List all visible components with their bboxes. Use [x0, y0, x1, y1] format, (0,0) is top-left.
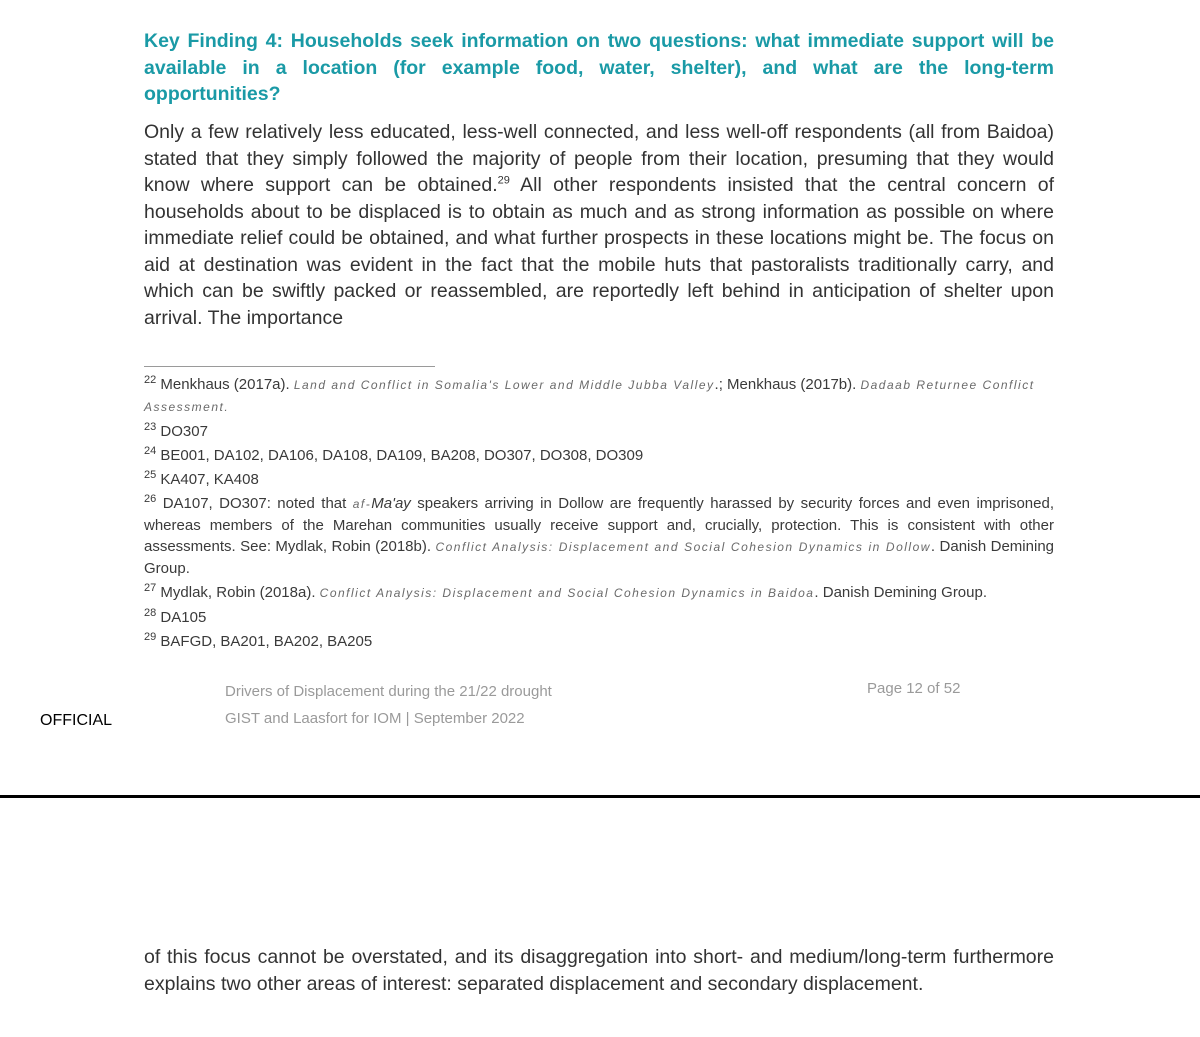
footnote-text: Mydlak, Robin (2018a).: [156, 584, 320, 601]
footnote-text: . Danish Demining Group.: [814, 584, 988, 601]
footnote-number: 25: [144, 469, 157, 481]
footnotes: [144, 374, 1054, 655]
footnote-text: Menkhaus (2017a).: [156, 376, 294, 393]
key-finding-heading: Key Finding 4: Households seek information on two questions: what immediate support will be available in a location (for example food, water, shelter), and what are the long-term opportunities?: [144, 30, 1054, 105]
footnote-number: 29: [144, 631, 157, 643]
footnote-number: 28: [144, 607, 157, 619]
footnote-text: DA105: [156, 609, 207, 626]
footnote-number: 26: [144, 493, 157, 505]
footnote-title: Land and Conflict in Somalia's Lower and Middle Jubba Valley: [293, 378, 715, 392]
footnote-24: [144, 445, 1054, 466]
footnote-text: speakers arriving in Dollow are frequently harassed by security forces and even imprisoned, whereas members of the Marehan communities usually receive support and, crucially, protection. This is consistent with other assessments. See: Mydlak, Robin (2018b).: [144, 495, 1054, 555]
footnote-ref-29[interactable]: 29: [497, 174, 510, 187]
footnote-term: Ma'ay: [371, 495, 411, 512]
footnote-text: . Danish Demining Group.: [144, 538, 1054, 577]
page-footer: [225, 678, 552, 732]
footnote-text: KA407, KA408: [156, 471, 259, 488]
footnote-title: Conflict Analysis: Displacement and Social Cohesion Dynamics in Dollow: [435, 540, 931, 554]
footnote-27: [144, 582, 1054, 604]
footnote-separator: [144, 366, 435, 367]
classification-label: OFFICIAL: [40, 712, 113, 729]
footnote-22: [144, 374, 1054, 418]
footnote-29: [144, 631, 1054, 652]
footnote-title: Dadaab Returnee Conflict Assessment.: [144, 378, 1035, 414]
footnote-26: [144, 493, 1054, 579]
page-break-line: [0, 795, 1200, 798]
footnote-title: Conflict Analysis: Displacement and Social Cohesion Dynamics in Baidoa: [319, 586, 815, 600]
footnote-text: DA107, DO307: noted that: [156, 495, 353, 512]
footnote-term: af-: [352, 497, 372, 511]
footnote-text: .; Menkhaus (2017b).: [714, 376, 861, 393]
footnote-28: [144, 607, 1054, 628]
footer-authors-date: GIST and Laasfort for IOM | September 2022: [225, 710, 525, 727]
footnote-text: BE001, DA102, DA106, DA108, DA109, BA208, DO307, DO308, DO309: [156, 447, 644, 464]
footnote-number: 24: [144, 445, 157, 457]
footnote-number: 27: [144, 582, 157, 594]
footnote-number: 22: [144, 374, 157, 386]
footer-report-title: Drivers of Displacement during the 21/22 drought: [225, 683, 552, 700]
body-paragraph-1-text-a: Only a few relatively less educated, less-well connected, and less well-off respondents (all from Baidoa) stated that they simply followed the majority of people from their location, presuming that they would know where support can be obtained.: [144, 121, 1054, 196]
page-number: Page 12 of 52: [867, 680, 961, 697]
body-paragraph-1: [144, 119, 1054, 331]
body-paragraph-1-text-b: All other respondents insisted that the central concern of households about to be displaced is to obtain as much and as strong information as possible on where immediate relief could be obtained, and what further prospects in these locations might be. The focus on aid at destination was evident in the fact that the mobile huts that pastoralists traditionally carry, and which can be swiftly packed or reassembled, are reportedly left behind in anticipation of shelter upon arrival. The importance: [144, 174, 1054, 329]
footnote-text: DO307: [156, 423, 208, 440]
footnote-25: [144, 469, 1054, 490]
footnote-text: BAFGD, BA201, BA202, BA205: [156, 633, 373, 650]
footnote-number: 23: [144, 421, 157, 433]
footnote-23: [144, 421, 1054, 442]
body-paragraph-2: of this focus cannot be overstated, and its disaggregation into short- and medium/long-term furthermore explains two other areas of interest: separated displacement and secondary displacement.: [144, 946, 1054, 995]
